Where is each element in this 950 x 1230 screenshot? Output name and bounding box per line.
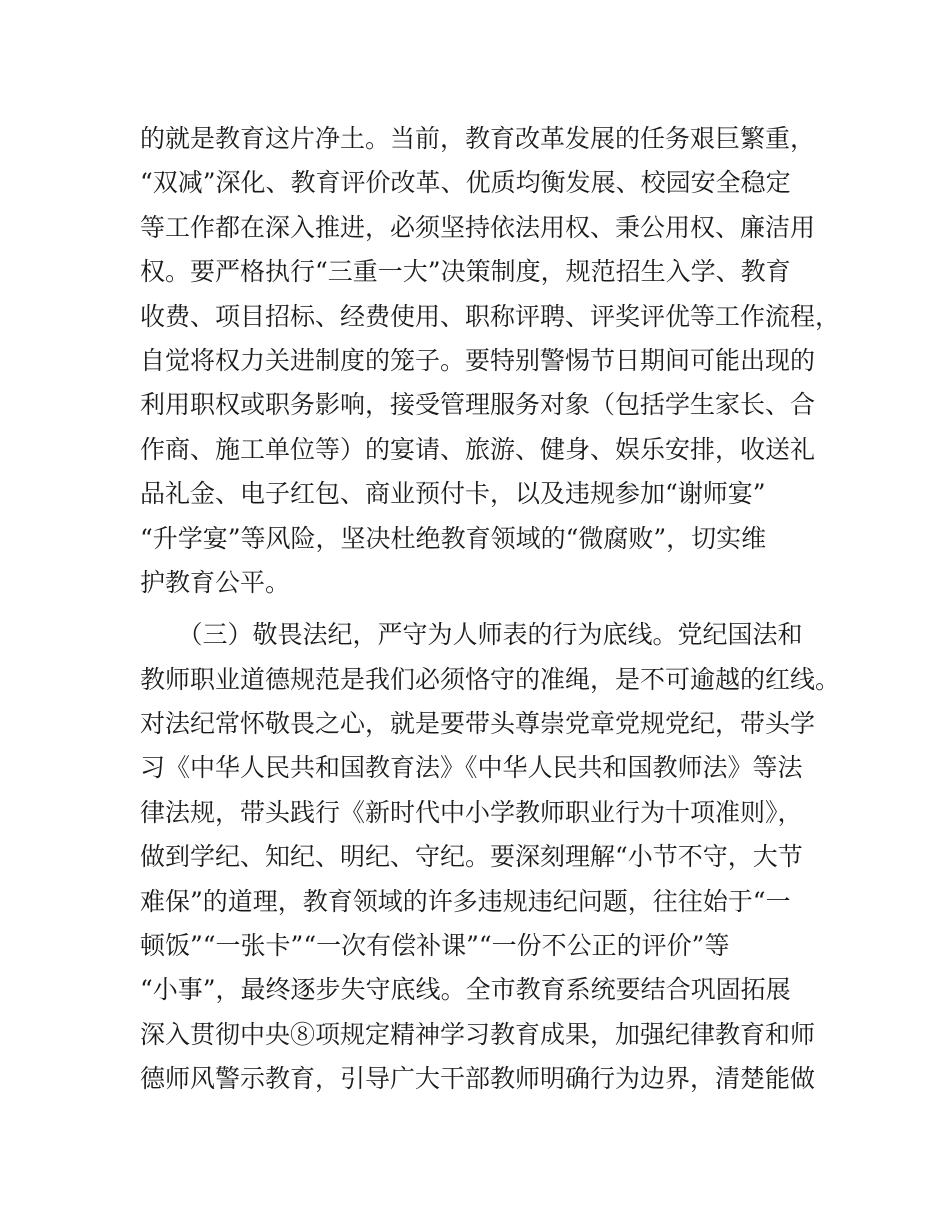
paragraph-line: “升学宴”等风险，坚决杜绝教育领域的“微腐败”，切实维 [140, 523, 767, 553]
paragraph-line: 德师风警示教育，引导广大干部教师明确行为边界，清楚能做 [140, 1064, 816, 1094]
paragraph-line: 律法规，带头践行《新时代中小学教师职业行为十项准则》， [140, 797, 803, 827]
paragraph-line: 利用职权或职务影响，接受管理服务对象（包括学生家长、合 [140, 390, 816, 420]
paragraph-line: 收费、项目招标、经费使用、职称评聘、评奖评优等工作流程， [140, 301, 841, 331]
paragraph-line: （三）敬畏法纪，严守为人师表的行为底线。党纪国法和 [140, 620, 803, 650]
paragraph-line: 护教育公平。 [140, 567, 291, 597]
paragraph-line: 品礼金、电子红包、商业预付卡，以及违规参加“谢师宴” [140, 479, 766, 509]
document-body [140, 117, 841, 1102]
paragraph-2 [140, 613, 841, 1101]
paragraph-line: 做到学纪、知纪、明纪、守纪。要深刻理解“小节不守，大节 [140, 842, 803, 872]
paragraph-line: “小事”，最终逐步失守底线。全市教育系统要结合巩固拓展 [140, 975, 791, 1005]
paragraph-gap [140, 605, 830, 613]
paragraph-line: 习《中华人民共和国教育法》《中华人民共和国教师法》等法 [140, 753, 803, 783]
paragraph-line: 权。要严格执行“三重一大”决策制度，规范招生入学、教育 [140, 257, 791, 287]
paragraph-line: 等工作都在深入推进，必须坚持依法用权、秉公用权、廉洁用 [140, 212, 816, 242]
paragraph-1 [140, 117, 841, 605]
paragraph-line: 难保”的道理，教育领域的许多违规违纪问题，往往始于“一 [140, 886, 791, 916]
paragraph-line: 的就是教育这片净土。当前，教育改革发展的任务艰巨繁重， [140, 124, 816, 153]
paragraph-line: 教师职业道德规范是我们必须恪守的准绳，是不可逾越的红线。 [140, 664, 841, 694]
paragraph-line: 作商、施工单位等）的宴请、旅游、健身、娱乐安排，收送礼 [140, 434, 816, 464]
paragraph-line: 顿饭”“一张卡”“一次有偿补课”“一份不公正的评价”等 [140, 931, 730, 961]
paragraph-line: 深入贯彻中央⑧项规定精神学习教育成果，加强纪律教育和师 [140, 1019, 816, 1049]
paragraph-line: 自觉将权力关进制度的笼子。要特别警惕节日期间可能出现的 [140, 345, 816, 375]
paragraph-line: “双减”深化、教育评价改革、优质均衡发展、校园安全稳定 [140, 168, 791, 198]
paragraph-line: 对法纪常怀敬畏之心，就是要带头尊崇党章党规党纪，带头学 [140, 709, 816, 739]
